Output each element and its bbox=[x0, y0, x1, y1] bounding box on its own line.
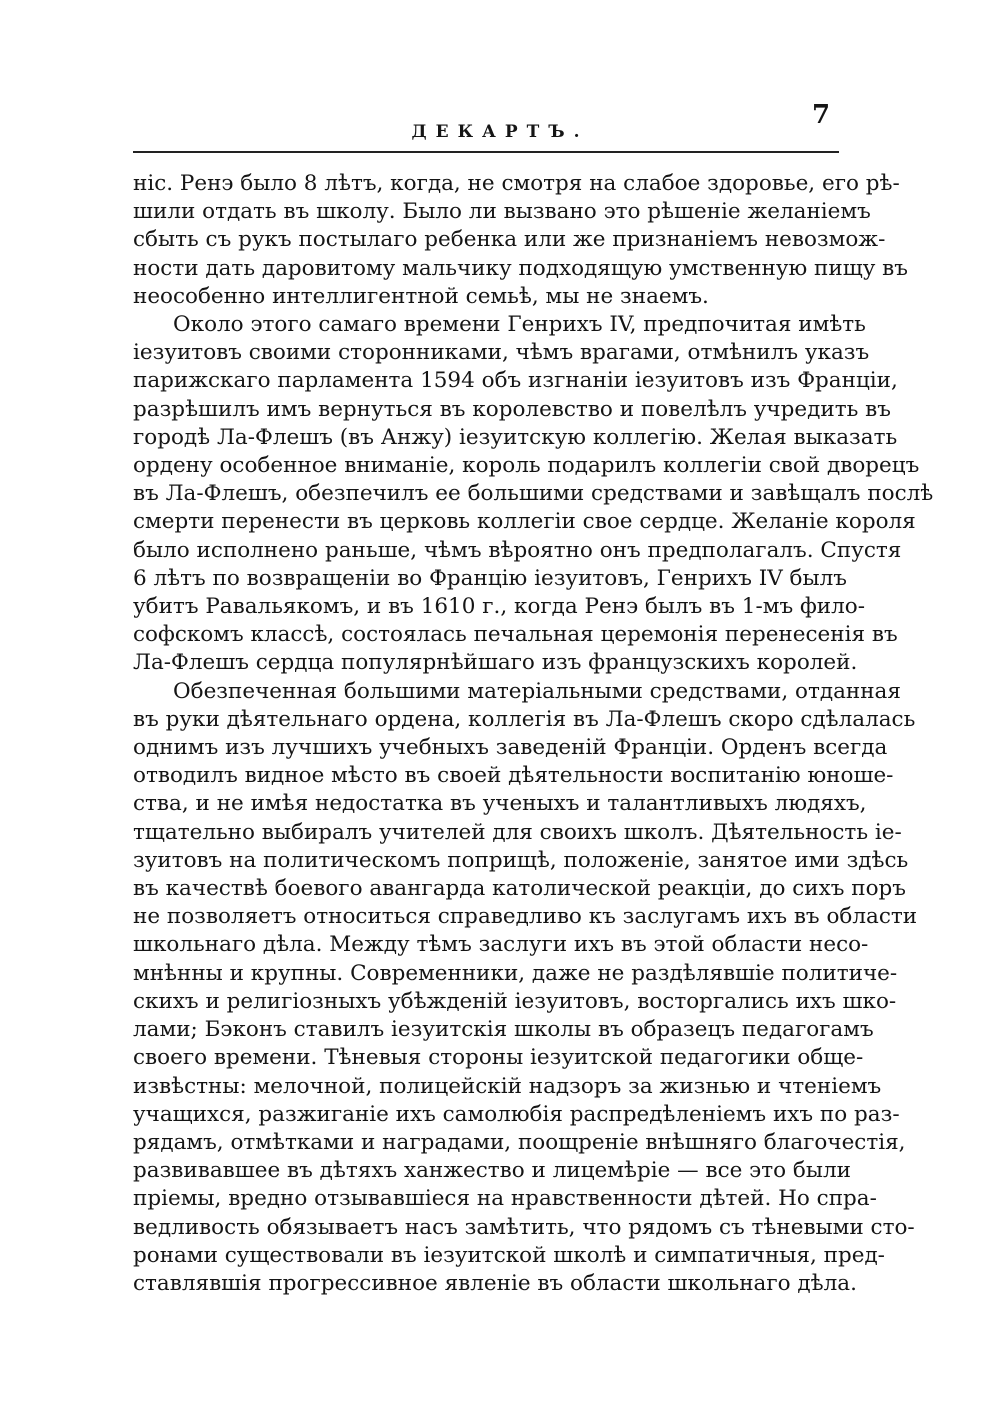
running-title: ДЕКАРТЪ. bbox=[411, 122, 589, 142]
text-line: не позволяетъ относиться справедливо къ заслугамъ ихъ въ области bbox=[133, 904, 918, 930]
header-rule bbox=[133, 151, 839, 153]
text-line: парижскаго парламента 1594 объ изгнаніи іезуитовъ изъ Франціи, bbox=[133, 368, 898, 394]
text-line: шили отдать въ школу. Было ли вызвано это рѣшеніе желаніемъ bbox=[133, 199, 871, 225]
text-line: городѣ Ла-Флешъ (въ Анжу) іезуитскую коллегію. Желая выказать bbox=[133, 424, 898, 450]
text-line: Обезпеченная большими матеріальными средствами, отданная bbox=[173, 678, 901, 704]
text-line: учащихся, разжиганіе ихъ самолюбія распредѣленіемъ ихъ по раз- bbox=[133, 1101, 900, 1127]
text-line: школьнаго дѣла. Между тѣмъ заслуги ихъ въ этой области несо- bbox=[133, 932, 869, 958]
text-line: пріемы, вредно отзывавшіеся на нравственности дѣтей. Но спра- bbox=[133, 1186, 877, 1212]
text-line: сбыть съ рукъ постылаго ребенка или же признаніемъ невозмож- bbox=[133, 227, 886, 253]
text-line: іезуитовъ своими сторонниками, чѣмъ врагами, отмѣнилъ указъ bbox=[133, 340, 870, 366]
text-line: въ руки дѣятельнаго ордена, коллегія въ Ла-Флешъ скоро сдѣлалась bbox=[133, 706, 916, 732]
text-line: отводилъ видное мѣсто въ своей дѣятельности воспитанію юноше- bbox=[133, 763, 894, 789]
text-line: было исполнено раньше, чѣмъ вѣроятно онъ предполагалъ. Спустя bbox=[133, 537, 902, 563]
text-line: тщательно выбиралъ учителей для своихъ школъ. Дѣятельность іе- bbox=[133, 819, 902, 845]
text-line: ставлявшія прогрессивное явленіе въ области школьнаго дѣла. bbox=[133, 1270, 857, 1296]
text-line: скихъ и религіозныхъ убѣжденій іезуитовъ, восторгались ихъ шко- bbox=[133, 988, 897, 1014]
text-line: убитъ Равальякомъ, и въ 1610 г., когда Ренэ былъ въ 1-мъ фило- bbox=[133, 594, 865, 620]
text-line: зуитовъ на политическомъ поприщѣ, положеніе, занятое ими здѣсь bbox=[133, 847, 909, 873]
text-line: ведливость обязываетъ насъ замѣтить, что рядомъ съ тѣневыми сто- bbox=[133, 1214, 915, 1240]
text-line: ства, и не имѣя недостатка въ ученыхъ и талантливыхъ людяхъ, bbox=[133, 791, 867, 817]
page-number: 7 bbox=[812, 100, 831, 130]
body-text bbox=[133, 170, 934, 1298]
text-line: ордену особенное вниманіе, король подарилъ коллегіи свой дворецъ bbox=[133, 453, 920, 479]
text-line: рядамъ, отмѣтками и наградами, поощреніе внѣшняго благочестія, bbox=[133, 1129, 906, 1155]
text-line: своего времени. Тѣневыя стороны іезуитской педагогики обще- bbox=[133, 1045, 864, 1071]
text-line: неособенно интеллигентной семьѣ, мы не знаемъ. bbox=[133, 283, 709, 309]
text-line: разрѣшилъ имъ вернуться въ королевство и повелѣлъ учредить въ bbox=[133, 396, 891, 422]
text-line: софскомъ классѣ, состоялась печальная церемонія перенесенія въ bbox=[133, 622, 898, 648]
text-line: смерти перенести въ церковь коллегіи свое сердце. Желаніе короля bbox=[133, 509, 916, 535]
text-line: развивавшее въ дѣтяхъ ханжество и лицемѣріе — все это были bbox=[133, 1158, 851, 1184]
text-line: мнѣнны и крупны. Современники, даже не раздѣлявшіе политиче- bbox=[133, 960, 898, 986]
text-line: Ла-Флешъ сердца популярнѣйшаго изъ французскихъ королей. bbox=[133, 650, 858, 676]
text-line: въ качествѣ боевого авангарда католической реакціи, до сихъ поръ bbox=[133, 876, 906, 902]
text-line: однимъ изъ лучшихъ учебныхъ заведеній Франціи. Орденъ всегда bbox=[133, 735, 888, 761]
text-line: 6 лѣтъ по возвращеніи во Францію іезуитовъ, Генрихъ IV былъ bbox=[133, 565, 847, 591]
text-line: извѣстны: мелочной, полицейскій надзоръ за жизнью и чтеніемъ bbox=[133, 1073, 882, 1099]
text-line: ніс. Ренэ было 8 лѣтъ, когда, не смотря на слабое здоровье, его рѣ- bbox=[133, 171, 900, 196]
text-line: ронами существовали въ іезуитской школѣ и симпатичныя, пред- bbox=[133, 1242, 885, 1268]
text-line: въ Ла-Флешъ, обезпечилъ ее большими средствами и завѣщалъ послѣ bbox=[133, 481, 934, 507]
text-line: лами; Бэконъ ставилъ іезуитскія школы въ образецъ педагогамъ bbox=[133, 1017, 874, 1043]
text-line: Около этого самаго времени Генрихъ IV, предпочитая имѣть bbox=[173, 312, 866, 338]
text-line: ности дать даровитому мальчику подходящую умственную пищу въ bbox=[133, 255, 908, 281]
